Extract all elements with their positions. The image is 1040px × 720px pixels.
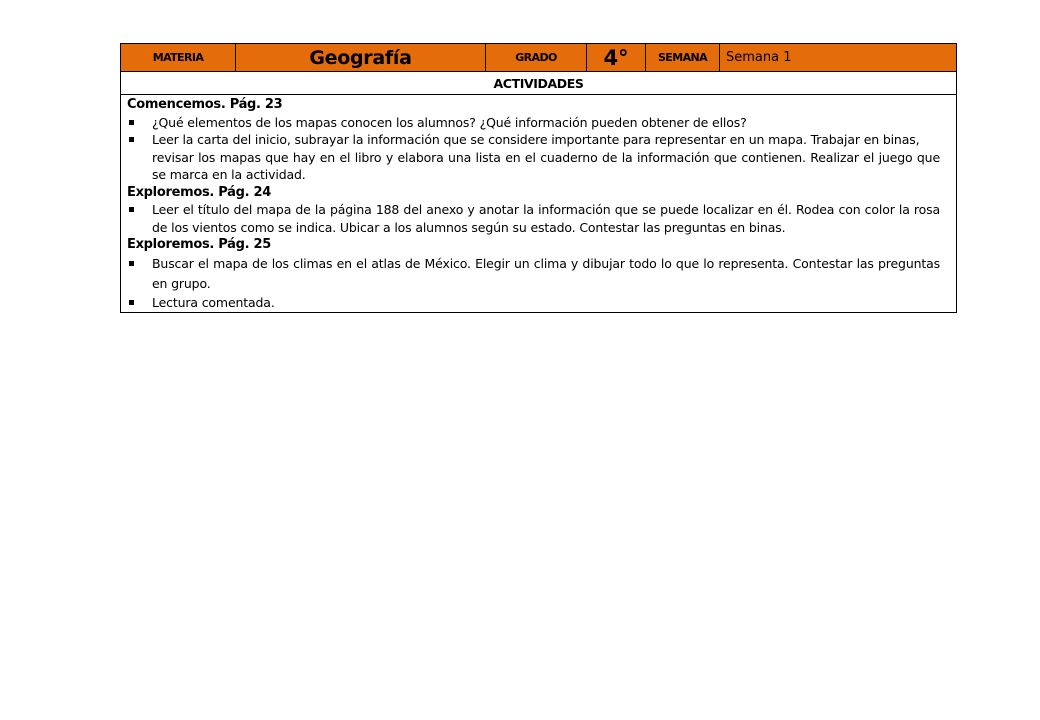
- list-item-text: Buscar el mapa de los climas en el atlas de México. Elegir un clima y dibujar todo lo que lo representa. Contestar las preguntas en grupo.: [152, 255, 940, 291]
- subject-value: Geografía: [236, 44, 486, 72]
- grade-value: 4°: [587, 44, 646, 72]
- week-label: SEMANA: [646, 44, 720, 72]
- square-bullet-icon: [129, 300, 134, 305]
- list-item-text: Leer el título del mapa de la página 188 del anexo y anotar la información que se puede localizar en él. Rodea con color la rosa de los vientos como se indica. Ubicar a los alumnos según su estado. Contestar las preguntas en binas.: [152, 202, 940, 235]
- subject-label: MATERIA: [121, 44, 236, 72]
- list-item: [127, 254, 940, 294]
- square-bullet-icon: [129, 207, 134, 212]
- activities-title: ACTIVIDADES: [121, 72, 957, 95]
- grade-label: GRADO: [486, 44, 587, 72]
- square-bullet-icon: [129, 261, 134, 266]
- section-heading: Exploremos. Pág. 24: [127, 184, 271, 200]
- square-bullet-icon: [129, 120, 134, 125]
- header-row: [121, 44, 957, 72]
- activities-body: [121, 95, 957, 313]
- list-item-text: Leer la carta del inicio, subrayar la información que se considere importante para representar en un mapa. Trabajar en binas,: [152, 132, 920, 147]
- list-item-text: Lectura comentada.: [152, 294, 275, 310]
- activities-title-row: [121, 72, 957, 95]
- section-heading: Exploremos. Pág. 25: [127, 237, 271, 252]
- list-item-text: ¿Qué elementos de los mapas conocen los alumnos? ¿Qué información pueden obtener de ellos?: [152, 114, 747, 130]
- square-bullet-icon: [129, 137, 134, 142]
- lesson-plan-table: [120, 43, 957, 313]
- activities-body-row: [121, 95, 957, 313]
- week-value: Semana 1: [720, 44, 957, 72]
- list-item-continuation: [127, 149, 940, 184]
- list-item: [127, 201, 940, 236]
- section-heading: Comencemos. Pág. 23: [127, 97, 283, 112]
- list-item: [127, 114, 940, 132]
- list-item: [127, 294, 940, 312]
- list-item: [127, 131, 940, 149]
- list-item-text: revisar los mapas que hay en el libro y elabora una lista en el cuaderno de la información que contienen. Realizar el juego que se marca en la actividad.: [152, 149, 940, 182]
